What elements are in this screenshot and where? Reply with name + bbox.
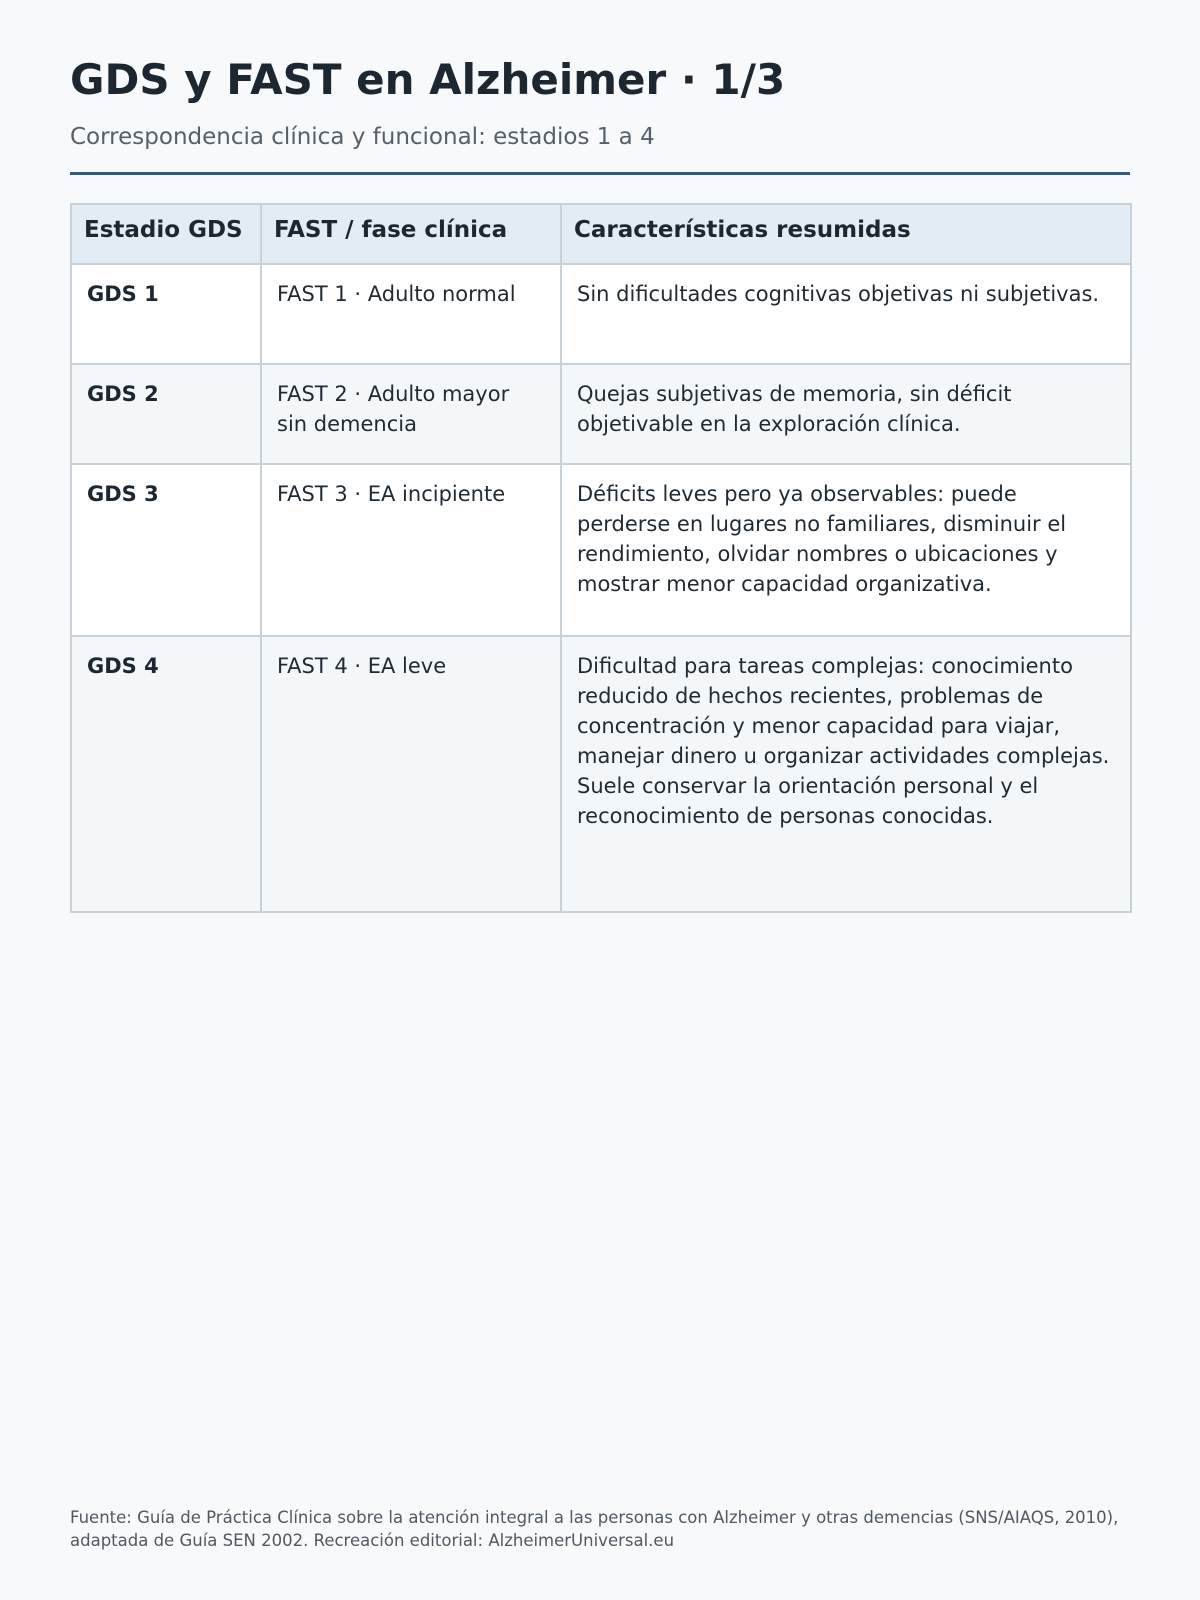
stage-cell: GDS 4 xyxy=(71,636,261,912)
description-cell: Dificultad para tareas complejas: conocimiento reducido de hechos recientes, problemas de concentración y menor capacidad para viajar, manejar dinero u organizar actividades complejas. Suele conservar la orientación personal y el reconocimiento de personas conocidas. xyxy=(561,636,1131,912)
column-header-stage: Estadio GDS xyxy=(71,204,261,264)
column-header-characteristics: Características resumidas xyxy=(561,204,1131,264)
table-row xyxy=(71,364,1131,464)
page-subtitle: Correspondencia clínica y funcional: estadios 1 a 4 xyxy=(70,124,655,150)
description-cell: Sin dificultades cognitivas objetivas ni subjetivas. xyxy=(561,264,1131,364)
page-title: GDS y FAST en Alzheimer · 1/3 xyxy=(70,55,786,104)
table-row xyxy=(71,636,1131,912)
title-divider xyxy=(70,172,1130,175)
description-cell: Quejas subjetivas de memoria, sin déficit objetivable en la exploración clínica. xyxy=(561,364,1131,464)
fast-cell: FAST 3 · EA incipiente xyxy=(261,464,561,636)
fast-cell: FAST 1 · Adulto normal xyxy=(261,264,561,364)
table-header-row xyxy=(71,204,1131,264)
stage-cell: GDS 3 xyxy=(71,464,261,636)
gds-fast-table xyxy=(70,203,1132,913)
stage-cell: GDS 2 xyxy=(71,364,261,464)
table-row xyxy=(71,264,1131,364)
fast-cell: FAST 4 · EA leve xyxy=(261,636,561,912)
description-cell: Déficits leves pero ya observables: puede perderse en lugares no familiares, disminuir el rendimiento, olvidar nombres o ubicaciones y mostrar menor capacidad organizativa. xyxy=(561,464,1131,636)
source-footnote: Fuente: Guía de Práctica Clínica sobre la atención integral a las personas con Alzheimer y otras demencias (SNS/AIAQS, 2010), adaptada de Guía SEN 2002. Recreación editorial: AlzheimerUniversal.eu xyxy=(70,1508,1119,1550)
table-row xyxy=(71,464,1131,636)
document-page xyxy=(70,0,1130,1600)
column-header-fast: FAST / fase clínica xyxy=(261,204,561,264)
fast-cell: FAST 2 · Adulto mayor sin demencia xyxy=(261,364,561,464)
stage-cell: GDS 1 xyxy=(71,264,261,364)
